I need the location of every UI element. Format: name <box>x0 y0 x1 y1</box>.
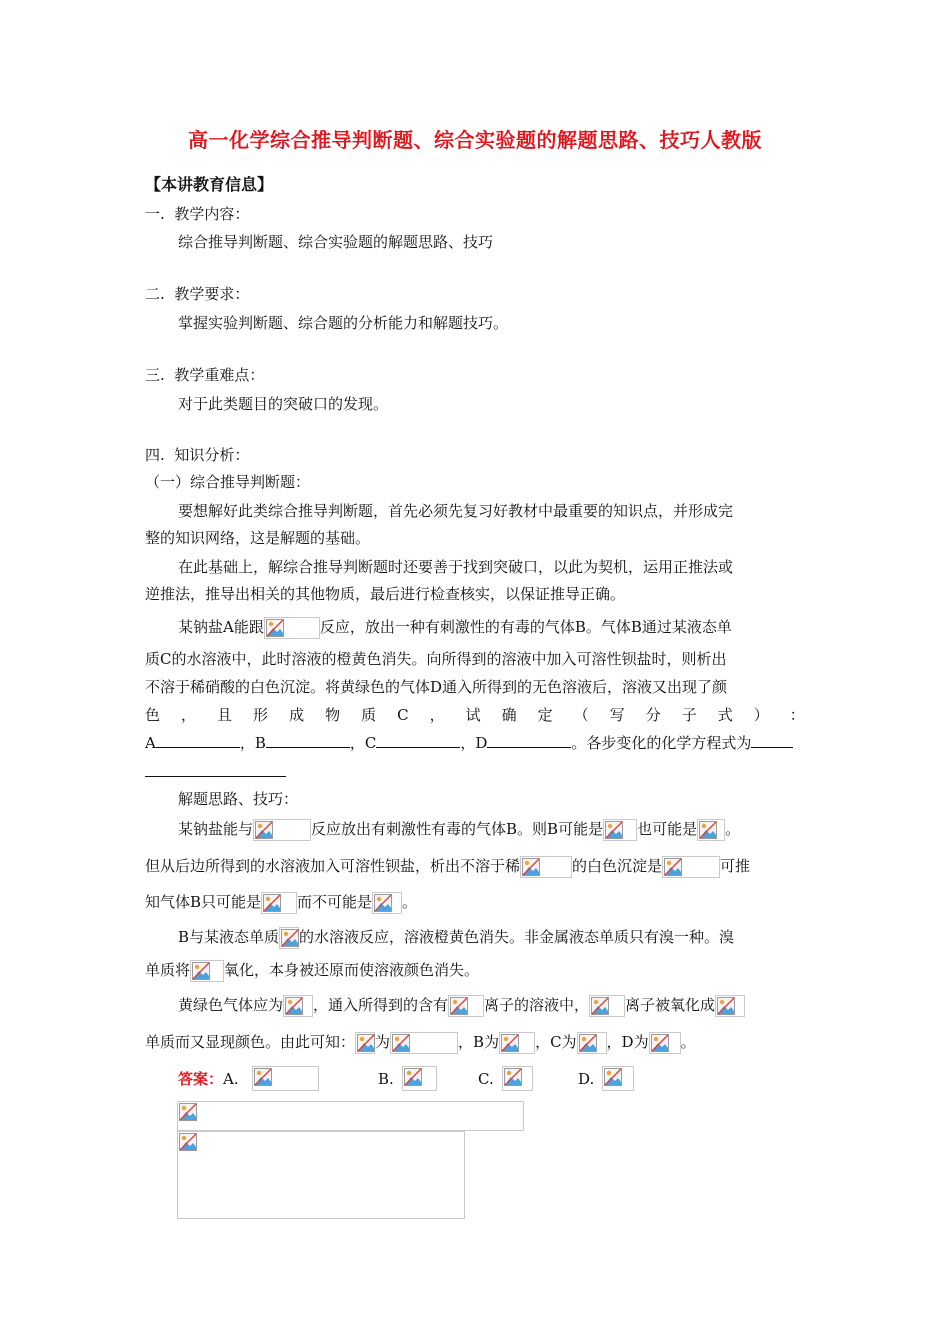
broken-image-glyph <box>255 821 273 839</box>
broken-image-glyph <box>179 1103 197 1121</box>
equation-blank-line[interactable] <box>145 776 286 777</box>
broken-image-icon <box>520 856 572 878</box>
broken-image-glyph <box>357 1034 375 1052</box>
tips-line: 黄绿色气体应为 ，通入所得到的含有 离子的溶液中， 离子被氧化成 <box>178 994 745 1017</box>
subsection-heading: （一）综合推导判断题： <box>145 473 311 491</box>
justified-char: 物 <box>325 706 341 724</box>
tips-heading: 解题思路、技巧： <box>178 790 299 808</box>
justified-char: 且 <box>217 706 233 724</box>
broken-image-icon <box>662 856 720 878</box>
answer-c-label: C. <box>478 1070 494 1088</box>
justified-char: 成 <box>289 706 305 724</box>
justified-char: C <box>397 706 409 724</box>
answer-d-label: D. <box>578 1070 595 1088</box>
item-label: 教学要求： <box>174 285 250 303</box>
broken-image-glyph <box>604 1068 622 1086</box>
item-2-heading <box>145 283 249 305</box>
broken-image-glyph <box>450 997 468 1015</box>
item-1-heading <box>145 203 249 225</box>
paragraph-line: 逆推法，推导出相关的其他物质，最后进行检查核实，以保证推导正确。 <box>145 585 626 603</box>
broken-image-glyph <box>591 997 609 1015</box>
broken-image-glyph <box>522 858 540 876</box>
broken-image-glyph <box>404 1068 422 1086</box>
broken-image-glyph <box>179 1133 197 1151</box>
broken-image-glyph <box>192 962 210 980</box>
broken-image-icon <box>252 1066 319 1091</box>
justified-char: 确 <box>501 706 517 724</box>
answer-b-label: B. <box>378 1070 394 1088</box>
item-2-text: 掌握实验判断题、综合题的分析能力和解题技巧。 <box>178 314 509 332</box>
broken-image-icon <box>264 617 320 639</box>
broken-image-glyph <box>651 1034 669 1052</box>
justified-char: 写 <box>609 706 625 724</box>
justified-char: 定 <box>537 706 553 724</box>
section-header: 【本讲教育信息】 <box>145 175 274 194</box>
item-number: 三. <box>145 366 165 384</box>
broken-image-icon <box>390 1032 458 1054</box>
justified-char: 式 <box>717 706 733 724</box>
broken-image-glyph <box>266 619 284 637</box>
justified-char: 色 <box>145 706 161 724</box>
blank-field[interactable] <box>376 733 460 748</box>
tips-line: 单质将 氧化，本身被还原而使溶液颜色消失。 <box>145 959 479 982</box>
broken-image-glyph <box>605 821 623 839</box>
broken-image-icon <box>283 995 313 1017</box>
paragraph-line: 整的知识网络，这是解题的基础。 <box>145 529 371 547</box>
answer-blanks-line: A ，B ，C ，D 。各步变化的化学方程式为 <box>145 732 793 754</box>
justified-char: ： <box>789 706 805 724</box>
tips-line: 知气体B只可能是 而不可能是 。 <box>145 891 417 914</box>
item-label: 教学内容： <box>174 205 250 223</box>
paragraph-line: 要想解好此类综合推导判断题，首先必须先复习好教材中最重要的知识点，并形成完 <box>178 502 734 520</box>
item-4-heading <box>145 444 249 466</box>
broken-image-icon <box>355 1032 375 1054</box>
tips-line: 某钠盐能与 反应放出有刺激性有毒的气体B。则B可能是 也可能是 。 <box>178 818 740 841</box>
justified-char: 形 <box>253 706 269 724</box>
justified-char: ， <box>181 706 197 724</box>
paragraph-line: 在此基础上，解综合推导判断题时还要善于找到突破口，以此为契机，运用正推法或 <box>178 558 734 576</box>
broken-image-icon <box>448 995 484 1017</box>
item-label: 知识分析： <box>174 446 250 464</box>
blank-field[interactable] <box>487 733 571 748</box>
broken-image-icon <box>177 1101 524 1131</box>
item-number: 二. <box>145 285 165 303</box>
answer-label: 答案：A. <box>178 1070 239 1088</box>
tips-line: 但从后边所得到的水溶液加入可溶性钡盐，析出不溶于稀 的白色沉淀是 可推 <box>145 855 750 878</box>
broken-image-glyph <box>699 821 717 839</box>
justified-char: ） <box>753 706 769 724</box>
broken-image-glyph <box>504 1068 522 1086</box>
broken-image-glyph <box>664 858 682 876</box>
broken-image-icon <box>190 960 224 982</box>
blank-field[interactable] <box>156 733 240 748</box>
item-3-heading <box>145 364 264 386</box>
justified-char: 分 <box>645 706 661 724</box>
broken-image-glyph <box>263 894 281 912</box>
justified-char: 子 <box>681 706 697 724</box>
page-title: 高一化学综合推导判断题、综合实验题的解题思路、技巧人教版 <box>188 128 762 152</box>
broken-image-icon <box>177 1131 465 1219</box>
broken-image-icon <box>499 1032 535 1054</box>
broken-image-icon <box>261 892 297 914</box>
broken-image-glyph <box>281 929 299 947</box>
question-line: 质C的水溶液中，此时溶液的橙黄色消失。向所得到的溶液中加入可溶性钡盐时，则析出 <box>145 650 727 668</box>
broken-image-icon <box>372 892 402 914</box>
broken-image-glyph <box>579 1034 597 1052</box>
broken-image-glyph <box>254 1068 272 1086</box>
broken-image-icon <box>697 819 725 841</box>
broken-image-glyph <box>374 894 392 912</box>
broken-image-glyph <box>717 997 735 1015</box>
question-line: 某钠盐A能跟 反应，放出一种有刺激性的有毒的气体B。气体B通过某液态单 <box>178 616 732 639</box>
tips-line: 单质而又显现颜色。由此可知： 为 ，B为 ，C为 ，D为 。 <box>145 1031 696 1054</box>
question-line-justified <box>145 704 805 726</box>
justified-char: ， <box>429 706 445 724</box>
broken-image-glyph <box>285 997 303 1015</box>
broken-image-icon <box>279 927 299 949</box>
broken-image-icon <box>577 1032 607 1054</box>
broken-image-glyph <box>501 1034 519 1052</box>
blank-field[interactable] <box>751 733 793 748</box>
broken-image-icon <box>402 1066 437 1091</box>
tips-line: B与某液态单质 的水溶液反应，溶液橙黄色消失。非金属液态单质只有溴一种。溴 <box>178 926 734 949</box>
justified-char: （ <box>573 706 589 724</box>
justified-char: 试 <box>465 706 481 724</box>
broken-image-icon <box>602 1066 634 1091</box>
item-1-text: 综合推导判断题、综合实验题的解题思路、技巧 <box>178 233 494 251</box>
broken-image-glyph <box>392 1034 410 1052</box>
justified-char: 质 <box>361 706 377 724</box>
question-line: 不溶于稀硝酸的白色沉淀。将黄绿色的气体D通入所得到的无色溶液后，溶液又出现了颜 <box>145 678 728 696</box>
item-number: 四. <box>145 446 165 464</box>
item-3-text: 对于此类题目的突破口的发现。 <box>178 395 389 413</box>
blank-field[interactable] <box>266 733 350 748</box>
broken-image-icon <box>649 1032 681 1054</box>
broken-image-icon <box>589 995 625 1017</box>
broken-image-icon <box>715 995 745 1017</box>
broken-image-icon <box>253 819 311 841</box>
broken-image-icon <box>603 819 637 841</box>
broken-image-icon <box>502 1066 533 1091</box>
item-label: 教学重难点： <box>174 366 265 384</box>
item-number: 一. <box>145 205 165 223</box>
